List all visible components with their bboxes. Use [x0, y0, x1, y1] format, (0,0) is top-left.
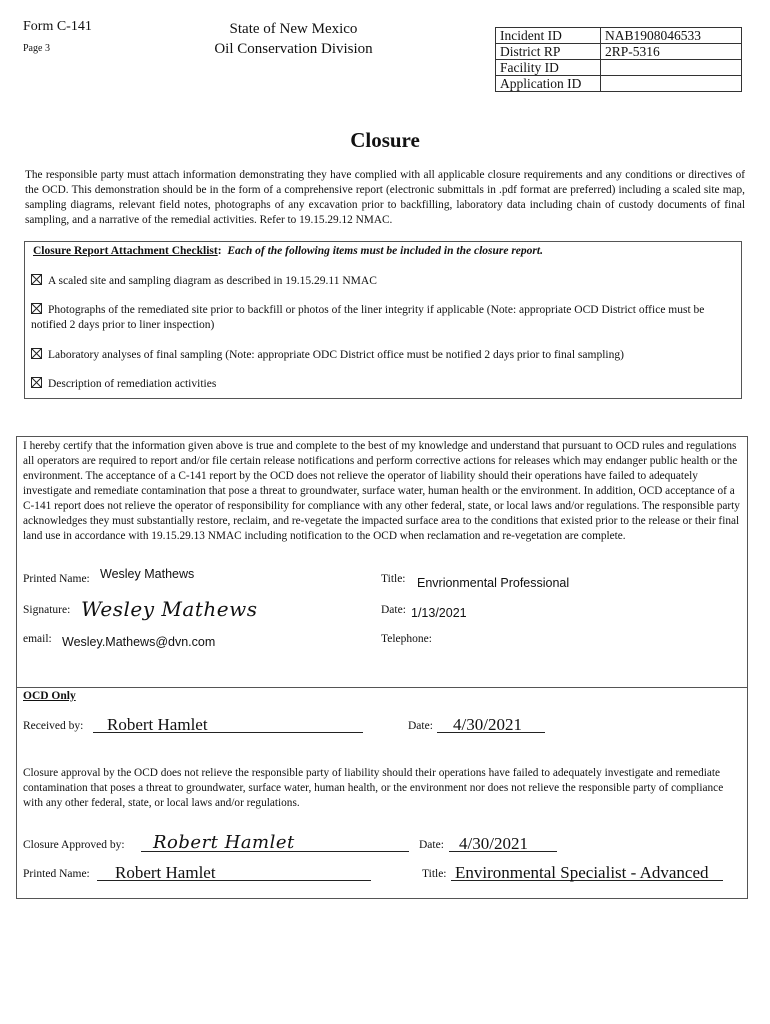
- id-value: 2RP-5316: [601, 44, 742, 60]
- id-value: NAB1908046533: [601, 28, 742, 44]
- intro-paragraph: The responsible party must attach information demonstrating they have complied with all applicable closure requirements and any conditions or directives of the OCD. This demonstration should be in the form of a comprehensive report (electronic submittals in .pdf format are preferred) including a scaled site map, sampling diagrams, relevant field notes, photographs of any excavation prior to backfilling, laboratory data including chain of custody documents of final sampling, and a narrative of the remedial activities. Refer to 19.15.29.12 NMAC.: [25, 169, 745, 226]
- approved-date-label: Date:: [419, 839, 444, 851]
- id-row-facility: [496, 60, 742, 76]
- checklist-title: Closure Report Attachment Checklist: [33, 245, 218, 257]
- approved-date-field[interactable]: 4/30/2021: [459, 834, 528, 853]
- certification-section: [16, 436, 748, 689]
- checked-box-icon[interactable]: [31, 377, 42, 388]
- checklist-item-text: Photographs of the remediated site prior to backfill or photos of the liner integrity if applicable (Note: appropriate OCD District office must be notified 2 days prior to liner inspection): [31, 304, 705, 331]
- checklist-heading: [33, 245, 543, 257]
- received-date-label: Date:: [408, 720, 433, 732]
- id-row-incident: [496, 28, 742, 44]
- checklist-item-text: Laboratory analyses of final sampling (Note: appropriate ODC District office must be notified 2 days prior to final sampling): [48, 349, 624, 361]
- state-name: State of New Mexico: [229, 21, 358, 37]
- ocd-disclaimer-text: Closure approval by the OCD does not relieve the responsible party of liability should their operations have failed to adequately investigate and remediate contamination that poses a threat to groundwater, surface water, human health, or the environment nor does not relieve the responsible party of compliance with any other federal, state, or local laws and/or regulations.: [23, 767, 724, 809]
- received-by-label: Received by:: [23, 720, 84, 732]
- printed-name-field[interactable]: Wesley Mathews: [100, 567, 195, 581]
- email-field[interactable]: Wesley.Mathews@dvn.com: [62, 635, 216, 649]
- id-value: [601, 60, 742, 76]
- ocd-printed-name-label: Printed Name:: [23, 868, 90, 880]
- id-label: District RP: [496, 44, 601, 60]
- ocd-only-heading: OCD Only: [23, 690, 76, 702]
- checklist-item: [31, 274, 737, 289]
- signature-field[interactable]: Wesley Mathews: [81, 597, 258, 621]
- checklist-item-text: Description of remediation activities: [48, 378, 217, 390]
- ocd-title-label: Title:: [422, 868, 447, 880]
- id-label: Application ID: [496, 76, 601, 92]
- checklist-instruction: Each of the following items must be included in the closure report.: [227, 245, 543, 257]
- page-title: Closure: [350, 128, 420, 152]
- form-number: Form C-141: [23, 19, 92, 34]
- certification-text: I hereby certify that the information given above is true and complete to the best of my knowledge and understand that pursuant to OCD rules and regulations all operators are required to report and/or file certain release notifications and perform corrective actions for releases which may endanger public health or the environment. The acceptance of a C-141 report by the OCD does not relieve the operator of liability should their operations have failed to adequately investigate and remediate contamination that pose a threat to groundwater, surface water, human health or the environment. In addition, OCD acceptance of a C-141 report does not relieve the operator of responsibility for compliance with any other federal, state, or local laws and/or regulations. The responsible party acknowledges they must substantially restore, reclaim, and re-vegetate the impacted surface area to the conditions that existed prior to the release or their final land use in accordance with 19.15.29.13 NMAC including notification to the OCD when reclamation and re-vegetation are complete.: [23, 440, 740, 542]
- id-row-application: [496, 76, 742, 92]
- page-number: Page 3: [23, 43, 50, 54]
- id-table: [495, 27, 742, 92]
- checked-box-icon[interactable]: [31, 348, 42, 359]
- division-name: Oil Conservation Division: [214, 41, 373, 57]
- title-label: Title:: [381, 573, 406, 585]
- checklist-item: [31, 303, 737, 333]
- checklist-colon: :: [217, 245, 222, 257]
- checklist-item: [31, 348, 737, 363]
- checklist-item-text: A scaled site and sampling diagram as described in 19.15.29.11 NMAC: [48, 275, 377, 287]
- received-by-field[interactable]: Robert Hamlet: [107, 715, 208, 734]
- approved-by-signature[interactable]: Robert Hamlet: [153, 832, 295, 853]
- id-row-district-rp: [496, 44, 742, 60]
- email-label: email:: [23, 633, 52, 645]
- checked-box-icon[interactable]: [31, 274, 42, 285]
- approved-by-label: Closure Approved by:: [23, 839, 125, 851]
- closure-checklist: [24, 241, 742, 399]
- ocd-printed-name-field[interactable]: Robert Hamlet: [115, 863, 216, 882]
- telephone-label: Telephone:: [381, 633, 432, 645]
- date-field[interactable]: 1/13/2021: [411, 606, 467, 620]
- date-label: Date:: [381, 604, 406, 616]
- signature-label: Signature:: [23, 604, 71, 616]
- agency-header: [180, 19, 407, 59]
- id-label: Facility ID: [496, 60, 601, 76]
- printed-name-label: Printed Name:: [23, 573, 90, 585]
- id-value: [601, 76, 742, 92]
- checked-box-icon[interactable]: [31, 303, 42, 314]
- ocd-only-section: [16, 687, 748, 899]
- received-date-field[interactable]: 4/30/2021: [453, 715, 522, 734]
- checklist-item: [31, 377, 737, 392]
- title-field[interactable]: Envrionmental Professional: [417, 576, 570, 590]
- id-label: Incident ID: [496, 28, 601, 44]
- ocd-title-field[interactable]: Environmental Specialist - Advanced: [455, 863, 709, 882]
